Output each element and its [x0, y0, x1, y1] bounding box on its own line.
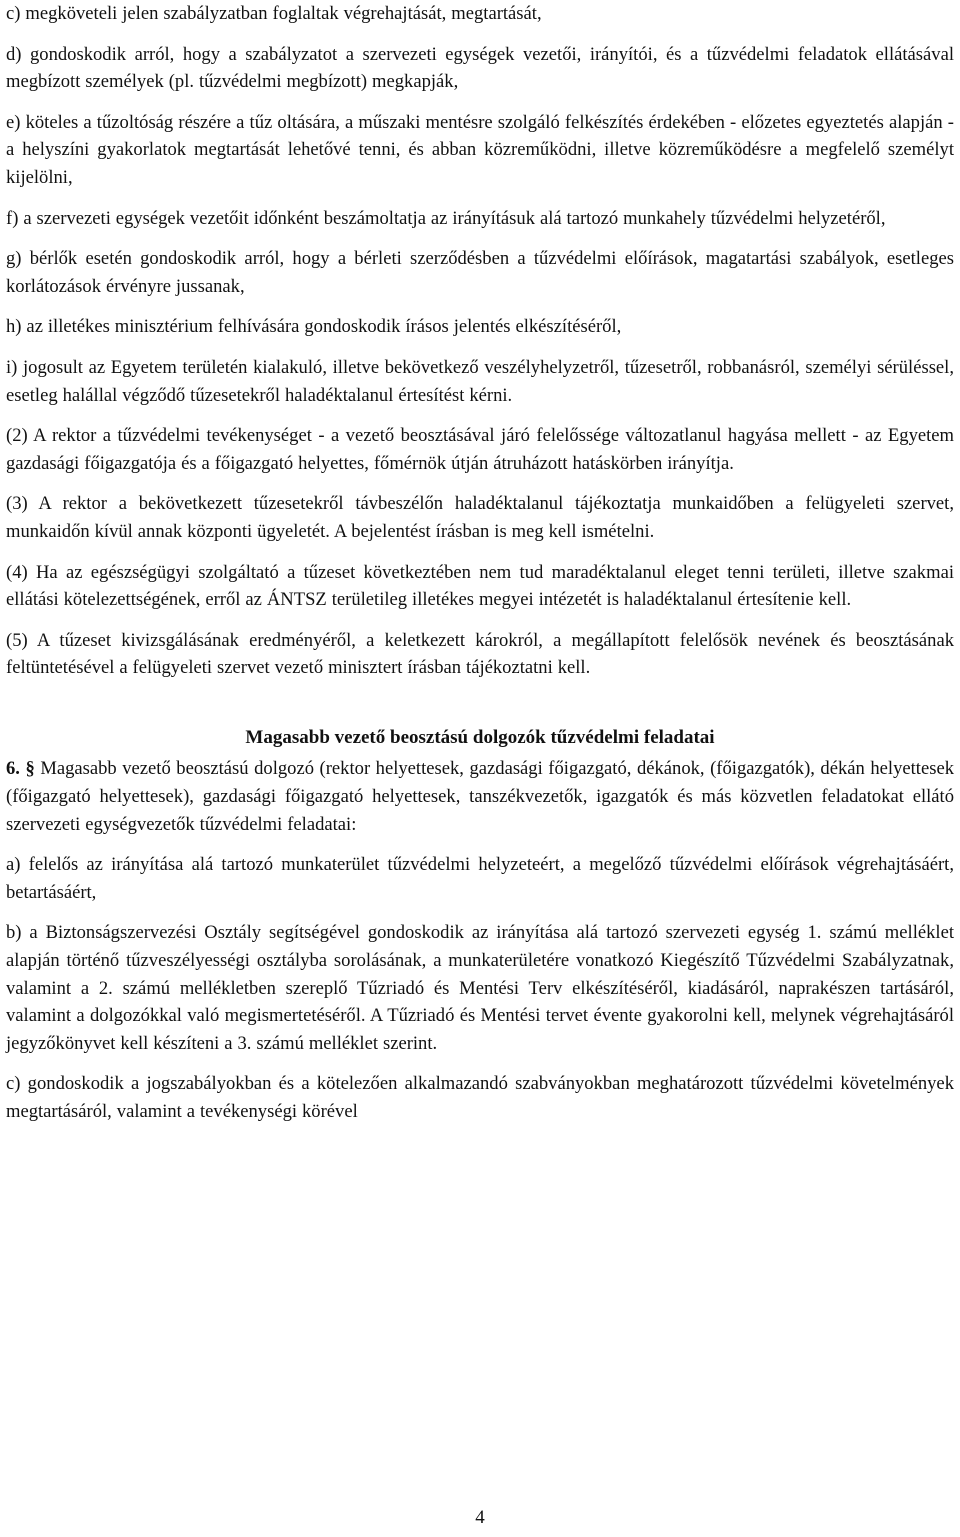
paragraph-3: (3) A rektor a bekövetkezett tűzesetekről távbeszélőn haladéktalanul tájékoztatja munkaidőben a felügyeleti szervet, munkaidőn kívül annak központi ügyeletét. A bejelentést írásban is meg kell ismételni.: [6, 493, 954, 542]
paragraph-5: (5) A tűzeset kivizsgálásának eredményéről, a keletkezett károkról, a megállapított felelősök nevének és beosztásának feltüntetésével a felügyeleti szervet vezető minisztert írásban tájékoztatni kell.: [6, 629, 954, 679]
section-heading: Magasabb vezető beosztású dolgozók tűzvédelmi feladatai: [245, 726, 715, 748]
section-number: 6. §: [6, 758, 35, 780]
paragraph-2: (2) A rektor a tűzvédelmi tevékenységet - a vezető beosztásával járó felelőssége változatlanul hagyása mellett - az Egyetem gazdasági főigazgatója és a főigazgató helyettes, főmérnök útján átruházott hatáskörben irányítja.: [6, 425, 954, 474]
paragraph-h: h) az illetékes minisztérium felhívására gondoskodik írásos jelentés elkészítéséről,: [6, 316, 622, 338]
page-number: 4: [475, 1507, 485, 1528]
paragraph-i: i) jogosult az Egyetem területén kialakuló, illetve bekövetkező veszélyhelyzetről, tűzesetről, robbanásról, személyi sérüléssel, esetleg halállal végződő tűzesetekről haladéktalanul értesítést kérni.: [6, 356, 954, 406]
section-6-intro: [6, 755, 954, 838]
paragraph-c: c) megköveteli jelen szabályzatban foglaltak végrehajtását, megtartását,: [6, 3, 542, 24]
paragraph-g: g) bérlők esetén gondoskodik arról, hogy a bérleti szerződésben a tűzvédelmi előírások, magatartási szabályok, esetleges korlátozások érvényre jussanak,: [6, 248, 954, 297]
paragraph-e: e) köteles a tűzoltóság részére a tűz oltására, a műszaki mentésre szolgáló felkészítés érdekében - előzetes egyeztetés alapján - a helyszíni gyakorlatok megtartását lehetővé tenni, és abban közreműködni, illetve közreműködésre a megfelelő személyt kijelölni,: [6, 111, 954, 188]
document-page: [6, 0, 954, 1139]
paragraph-4: (4) Ha az egészségügyi szolgáltató a tűzeset következtében nem tud maradéktalanul eleget tenni területi, illetve szakmai ellátási kötelezettségének, erről az ÁNTSZ területileg illetékes megyei intézetét is haladéktalanul értesítenie kell.: [6, 561, 954, 611]
section-6-item-b: b) a Biztonságszervezési Osztály segítségével gondoskodik az irányítása alá tartozó szervezeti egység 1. számú melléklet alapján történő tűzveszélyességi osztályba sorolásának, a munkaterületére vonatkozó Kiegészítő Tűzvédelmi Szabályzatnak, valamint a 2. számú mellékletben szereplő Tűzriadó és Mentési Terv elkészítéséről, kiadásáról, naprakészen tartásáról, valamint a dolgozókkal való megismertetéséről. A Tűzriadó és Mentési tervet évente gyakorolni kell, melynek végrehajtásáról jegyzőkönyvet kell készíteni a 3. számú melléklet szerint.: [6, 922, 954, 1054]
section-6-item-c: c) gondoskodik a jogszabályokban és a kötelezően alkalmazandó szabványokban meghatározott tűzvédelmi követelmények megtartásáról, valamint a tevékenységi körével: [6, 1073, 954, 1122]
paragraph-d: d) gondoskodik arról, hogy a szabályzatot a szervezeti egységek vezetői, irányítói, és a tűzvédelmi feladatok ellátásával megbízott személyek (pl. tűzvédelmi megbízott) megkapják,: [6, 43, 954, 93]
paragraph-f: f) a szervezeti egységek vezetőit időnként beszámoltatja az irányításuk alá tartozó munkahely tűzvédelmi helyzetéről,: [6, 207, 886, 229]
section-6-item-a: a) felelős az irányítása alá tartozó munkaterület tűzvédelmi helyzeteért, a megelőző tűzvédelmi előírások végrehajtásáért, betartásáért,: [6, 854, 954, 903]
section-6-text: Magasabb vezető beosztású dolgozó (rektor helyettesek, gazdasági főigazgató, dékánok, (főigazgatók), dékán helyettesek (főigazgató helyettesek), gazdasági főigazgató helyettesek, tanszékvezetők, igazgatók és más közvetlen feladatokat ellátó szervezeti egységvezetők tűzvédelmi feladatai:: [6, 758, 954, 835]
